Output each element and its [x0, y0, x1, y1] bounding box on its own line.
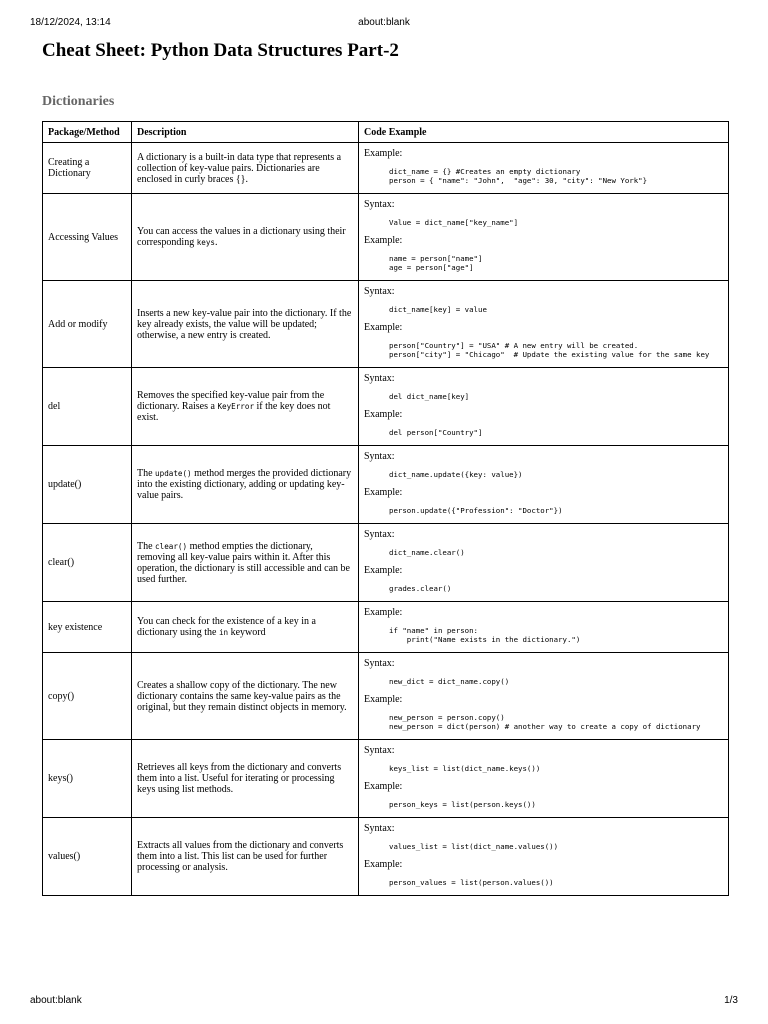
method-description	[132, 446, 359, 524]
method-name: Accessing Values	[43, 194, 132, 281]
table-row	[43, 524, 729, 602]
code-example-cell	[359, 281, 729, 368]
table-row	[43, 143, 729, 194]
code-block-label: Example:	[364, 148, 403, 159]
description-text: method merges the provided dictionary into the existing dictionary, adding or updating key-value pairs.	[137, 468, 352, 501]
description-text: Removes the specified key-value pair from the dictionary. Raises a	[137, 390, 325, 412]
method-description	[132, 653, 359, 740]
method-name: Add or modify	[43, 281, 132, 368]
code-example-cell	[359, 143, 729, 194]
page-number: 1/3	[724, 995, 738, 1006]
table-row	[43, 446, 729, 524]
section-heading: Dictionaries	[42, 94, 115, 109]
method-name: keys()	[43, 740, 132, 818]
code-example-cell	[359, 602, 729, 653]
method-name: Creating a Dictionary	[43, 143, 132, 194]
method-description	[132, 740, 359, 818]
code-block: person["Country"] = "USA" # A new entry will be created. person["city"] = "Chicago" # Update the existing value for the same key	[389, 341, 710, 359]
page-title: Cheat Sheet: Python Data Structures Part-2	[42, 40, 399, 61]
table-row	[43, 281, 729, 368]
table-row	[43, 653, 729, 740]
description-text: .	[215, 237, 218, 248]
description-text: The	[137, 540, 156, 552]
code-example-cell	[359, 446, 729, 524]
description-text: Inserts a new key-value pair into the dictionary. If the key already exists, the value will be updated; otherwise, a new entry is created.	[137, 307, 352, 341]
code-block: keys_list = list(dict_name.keys())	[389, 764, 541, 773]
code-example-cell	[359, 524, 729, 602]
description-text: method empties the dictionary, removing all key-value pairs within it. After this operation, the dictionary is still accessible and can be used further.	[137, 540, 350, 585]
description-text: You can access the values in a dictionary using their corresponding	[137, 226, 346, 248]
inline-code: KeyError	[217, 402, 255, 411]
description-text: You can check for the existence of a key in a dictionary using the	[137, 616, 316, 638]
method-name: del	[43, 368, 132, 446]
method-description	[132, 602, 359, 653]
table-row	[43, 194, 729, 281]
code-block-label: Syntax:	[364, 529, 395, 540]
code-block-label: Example:	[364, 409, 403, 420]
method-name: update()	[43, 446, 132, 524]
code-block: Value = dict_name["key_name"]	[389, 218, 519, 227]
code-block-label: Syntax:	[364, 658, 395, 669]
method-name: copy()	[43, 653, 132, 740]
code-block: del person["Country"]	[389, 428, 483, 437]
code-block: person_keys = list(person.keys())	[389, 800, 536, 809]
code-block-label: Syntax:	[364, 745, 395, 756]
code-block: new_person = person.copy() new_person = dict(person) # another way to create a copy of dictionary	[389, 713, 701, 731]
description-text: keyword	[228, 627, 266, 638]
code-block: new_dict = dict_name.copy()	[389, 677, 510, 686]
column-header-code: Code Example	[359, 122, 729, 143]
code-block-label: Example:	[364, 322, 403, 333]
description-text: A dictionary is a built-in data type that represents a collection of key-value pairs. Dictionaries are enclosed in curly braces {}.	[137, 151, 342, 185]
code-example-cell	[359, 368, 729, 446]
code-example-cell	[359, 740, 729, 818]
print-url: about:blank	[358, 17, 410, 28]
description-text: The	[137, 468, 156, 479]
method-description	[132, 818, 359, 896]
dictionary-methods-table	[42, 121, 729, 896]
inline-code: clear()	[155, 541, 188, 551]
code-block: del dict_name[key]	[389, 392, 470, 401]
description-text: if the key does not exist.	[137, 401, 331, 423]
method-description	[132, 524, 359, 602]
code-block-label: Syntax:	[364, 823, 395, 834]
code-block: dict_name = {} #Creates an empty dictionary person = { "name": "John", "age": 30, "city": "New York"}	[389, 167, 648, 185]
code-example-cell	[359, 194, 729, 281]
method-name: clear()	[43, 524, 132, 602]
table-row	[43, 368, 729, 446]
table-header-row	[43, 122, 729, 143]
code-block-label: Example:	[364, 859, 403, 870]
code-block-label: Syntax:	[364, 451, 395, 462]
print-datetime: 18/12/2024, 13:14	[30, 17, 111, 28]
code-block-label: Syntax:	[364, 373, 395, 384]
code-block-label: Example:	[364, 235, 403, 246]
code-example-cell	[359, 818, 729, 896]
code-block: if "name" in person: print("Name exists in the dictionary.")	[389, 626, 581, 644]
code-block: name = person["name"] age = person["age"]	[389, 254, 483, 272]
code-block: dict_name.clear()	[389, 548, 465, 557]
column-header-description: Description	[132, 122, 359, 143]
method-description	[132, 368, 359, 446]
code-block-label: Example:	[364, 694, 403, 705]
method-name: values()	[43, 818, 132, 896]
code-block-label: Example:	[364, 781, 403, 792]
code-block: grades.clear()	[389, 584, 452, 593]
code-block: dict_name[key] = value	[389, 305, 487, 314]
code-block-label: Syntax:	[364, 286, 395, 297]
table-row	[43, 740, 729, 818]
inline-code: update()	[155, 469, 192, 478]
code-block-label: Example:	[364, 487, 403, 498]
inline-code: in	[218, 628, 229, 637]
column-header-method: Package/Method	[43, 122, 132, 143]
code-block: dict_name.update({key: value})	[389, 470, 523, 479]
method-description	[132, 281, 359, 368]
code-block: values_list = list(dict_name.values())	[389, 842, 559, 851]
table-row	[43, 602, 729, 653]
description-text: Retrieves all keys from the dictionary and converts them into a list. Useful for iterating or processing keys using list methods.	[137, 762, 342, 795]
footer-url: about:blank	[30, 995, 82, 1006]
description-text: Creates a shallow copy of the dictionary. The new dictionary contains the same key-value pairs as the original, but they remain distinct objects in memory.	[137, 679, 347, 713]
table-row	[43, 818, 729, 896]
code-block-label: Example:	[364, 565, 403, 576]
method-description	[132, 194, 359, 281]
code-block: person.update({"Profession": "Doctor"})	[389, 506, 563, 515]
code-block: person_values = list(person.values())	[389, 878, 554, 887]
code-block-label: Example:	[364, 607, 403, 618]
method-name: key existence	[43, 602, 132, 653]
code-block-label: Syntax:	[364, 199, 395, 210]
method-description	[132, 143, 359, 194]
inline-code: keys	[196, 238, 216, 247]
description-text: Extracts all values from the dictionary and converts them into a list. This list can be used for further processing or analysis.	[137, 840, 344, 873]
code-example-cell	[359, 653, 729, 740]
